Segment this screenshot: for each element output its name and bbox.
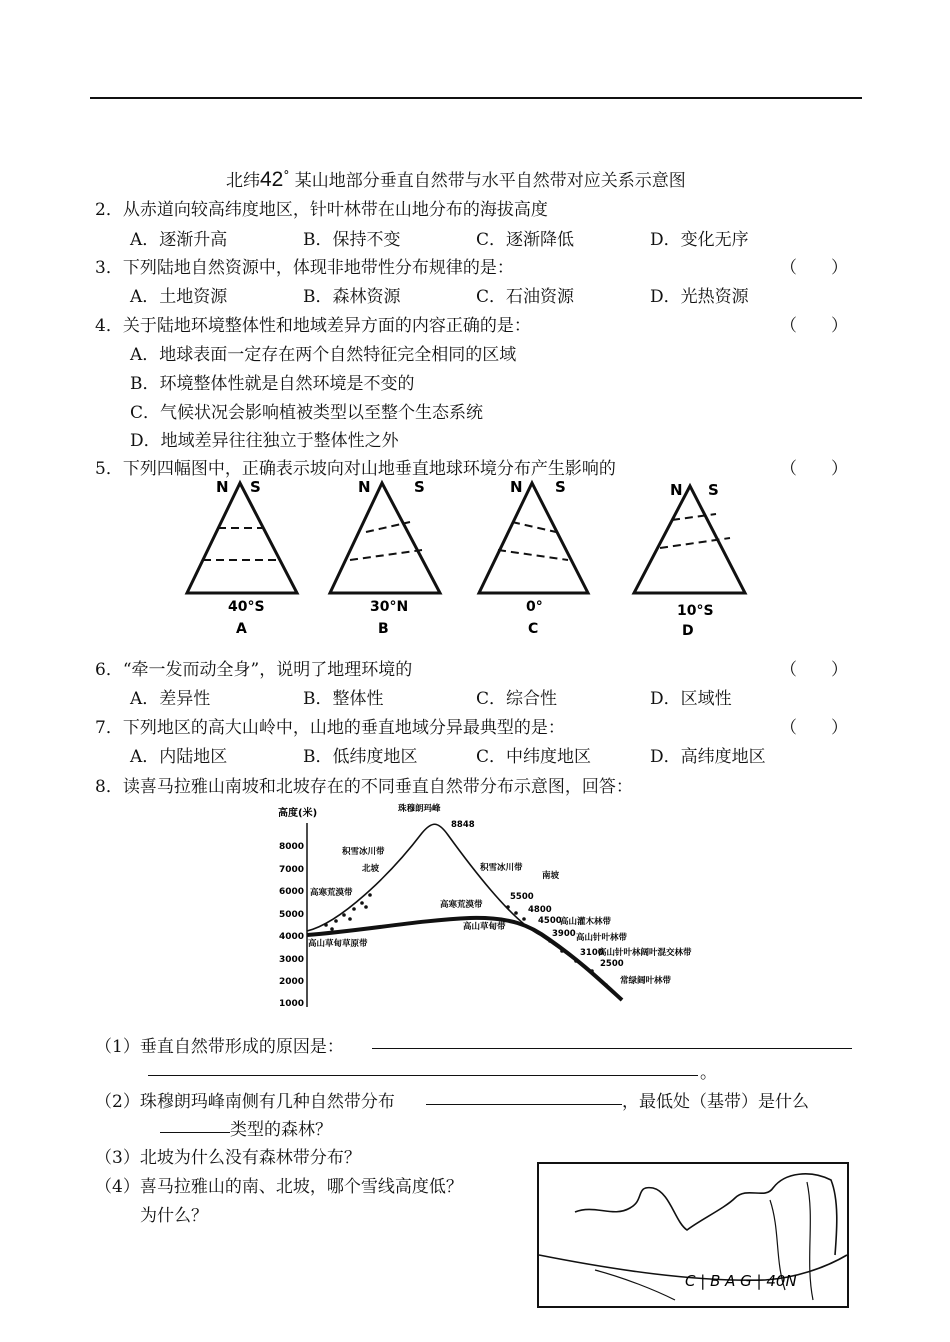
q2-option-d[interactable]: D．变化无序	[650, 230, 749, 250]
tick-5000: 5000	[279, 910, 305, 920]
q4-option-c[interactable]: C．气候状况会影响植被类型以至整个生态系统	[130, 403, 484, 423]
subq-1-blank-line1[interactable]	[372, 1048, 852, 1049]
subq-4: （4）喜马拉雅山的南、北坡，哪个雪线高度低？	[95, 1177, 463, 1197]
subq-1-end: 。	[700, 1063, 717, 1083]
slope-triangles-figure	[170, 478, 770, 638]
triangle-d-s: S	[708, 481, 719, 499]
south-broad-label: 常绿阔叶林带	[620, 976, 672, 986]
south-mixed-label: 高山针叶林阔叶混交林带	[598, 948, 692, 958]
height-2500: 2500	[600, 959, 624, 969]
question-5: 5．下列四幅图中，正确表示坡向对山地垂直地球环境分布产生影响的	[95, 459, 616, 479]
height-4800: 4800	[528, 905, 552, 915]
triangle-c-s: S	[555, 478, 566, 496]
north-base-label: 高山草甸草原带	[308, 939, 368, 949]
triangle-d[interactable]	[634, 481, 745, 639]
q6-option-a[interactable]: A．差异性	[130, 689, 211, 709]
south-snow-label: 积雪冰川带	[480, 863, 523, 873]
figure-caption: 北纬42° 某山地部分垂直自然带与水平自然带对应关系示意图	[226, 168, 686, 191]
triangle-d-lat: 10°S	[677, 603, 714, 619]
tick-2000: 2000	[279, 977, 305, 987]
triangle-a-s: S	[250, 478, 261, 496]
q6-answer-paren[interactable]: （ ）	[780, 660, 848, 680]
height-5500: 5500	[510, 892, 534, 902]
south-slope-label: 南坡	[542, 871, 560, 881]
subq-1: （1）垂直自然带形成的原因是：	[95, 1037, 344, 1057]
tick-4000: 4000	[279, 932, 305, 942]
q6-option-b[interactable]: B．整体性	[303, 689, 384, 709]
y-ticks	[279, 842, 304, 1009]
tick-7000: 7000	[279, 865, 305, 875]
y-axis-title: 高度(米)	[278, 808, 318, 819]
tick-6000: 6000	[279, 887, 305, 897]
north-america-map-sketch	[535, 1160, 855, 1310]
subq-2-c: 类型的森林？	[230, 1120, 332, 1140]
triangle-b-letter: B	[378, 621, 389, 637]
subq-3: （3）北坡为什么没有森林带分布？	[95, 1148, 361, 1168]
q4-option-b[interactable]: B．环境整体性就是自然环境是不变的	[130, 374, 415, 394]
triangle-c-lat: 0°	[526, 599, 543, 615]
q4-answer-paren[interactable]: （ ）	[780, 316, 848, 336]
triangle-b[interactable]	[330, 478, 440, 637]
q7-option-a[interactable]: A．内陆地区	[130, 747, 228, 767]
map-labels: C | B A G | 40N	[685, 1272, 797, 1290]
q6-option-d[interactable]: D．区域性	[650, 689, 732, 709]
south-desert-label: 高寒荒漠带	[440, 900, 483, 910]
triangle-c-letter: C	[528, 621, 539, 637]
q2-option-b[interactable]: B．保持不变	[303, 230, 401, 250]
triangle-a-lat: 40°S	[228, 599, 265, 615]
triangle-a-letter: A	[236, 621, 247, 637]
south-meadow-label: 高山草甸带	[463, 922, 506, 932]
question-6: 6．“牵一发而动全身”，说明了地理环境的	[95, 660, 413, 680]
question-4: 4．关于陆地环境整体性和地域差异方面的内容正确的是：	[95, 316, 531, 336]
q7-option-b[interactable]: B．低纬度地区	[303, 747, 418, 767]
triangle-b-s: S	[414, 478, 425, 496]
q2-option-a[interactable]: A．逐渐升高	[130, 230, 228, 250]
subq-1-blank-line2[interactable]	[148, 1075, 698, 1076]
tick-8000: 8000	[279, 842, 305, 852]
triangle-a[interactable]	[187, 478, 297, 637]
question-2: 2．从赤道向较高纬度地区，针叶林带在山地分布的海拔高度	[95, 200, 548, 220]
triangle-d-letter: D	[682, 623, 694, 639]
q3-option-c[interactable]: C．石油资源	[476, 287, 575, 307]
subq-2: （2）珠穆朗玛峰南侧有几种自然带分布	[95, 1092, 395, 1112]
south-shrub-label: 高山灌木林带	[560, 917, 612, 927]
subq-2-blank-count[interactable]	[426, 1104, 622, 1105]
q7-option-c[interactable]: C．中纬度地区	[476, 747, 592, 767]
subq-2-blank-type[interactable]	[160, 1132, 230, 1133]
question-7: 7．下列地区的高大山岭中，山地的垂直地域分异最典型的是：	[95, 718, 565, 738]
question-3: 3．下列陆地自然资源中，体现非地带性分布规律的是：	[95, 258, 514, 278]
q7-answer-paren[interactable]: （ ）	[780, 718, 848, 738]
question-8: 8．读喜马拉雅山南坡和北坡存在的不同垂直自然带分布示意图，回答：	[95, 777, 633, 797]
height-4500: 4500	[538, 916, 562, 926]
height-3900: 3900	[552, 929, 576, 939]
header-rule	[90, 97, 862, 99]
tick-1000: 1000	[279, 999, 305, 1009]
q7-option-d[interactable]: D．高纬度地区	[650, 747, 766, 767]
himalaya-vertical-zones-figure	[270, 795, 692, 1020]
south-conifer-label: 高山针叶林带	[576, 933, 628, 943]
triangle-a-n: N	[216, 478, 229, 496]
tick-3000: 3000	[279, 955, 305, 965]
peak-height: 8848	[451, 820, 475, 830]
triangle-d-n: N	[670, 481, 683, 499]
q4-option-d[interactable]: D．地域差异往往独立于整体性之外	[130, 431, 399, 451]
q3-answer-paren[interactable]: （ ）	[780, 258, 848, 278]
height-3100: 3100	[580, 948, 604, 958]
north-slope-label: 北坡	[362, 864, 380, 874]
q5-answer-paren[interactable]: （ ）	[780, 459, 848, 479]
triangle-c-n: N	[510, 478, 523, 496]
north-desert-label: 高寒荒漠带	[310, 888, 353, 898]
triangle-b-lat: 30°N	[370, 599, 409, 615]
triangle-b-n: N	[358, 478, 371, 496]
q3-option-a[interactable]: A．土地资源	[130, 287, 228, 307]
triangle-c[interactable]	[479, 478, 588, 637]
peak-label: 珠穆朗玛峰	[398, 804, 441, 814]
q3-option-b[interactable]: B．森林资源	[303, 287, 401, 307]
q6-option-c[interactable]: C．综合性	[476, 689, 558, 709]
subq-2-b: ，最低处（基带）是什么	[622, 1092, 809, 1112]
q2-option-c[interactable]: C．逐渐降低	[476, 230, 575, 250]
north-snow-label: 积雪冰川带	[342, 847, 385, 857]
q3-option-d[interactable]: D．光热资源	[650, 287, 749, 307]
subq-4-why: 为什么？	[140, 1206, 208, 1226]
q4-option-a[interactable]: A．地球表面一定存在两个自然特征完全相同的区域	[130, 345, 517, 365]
